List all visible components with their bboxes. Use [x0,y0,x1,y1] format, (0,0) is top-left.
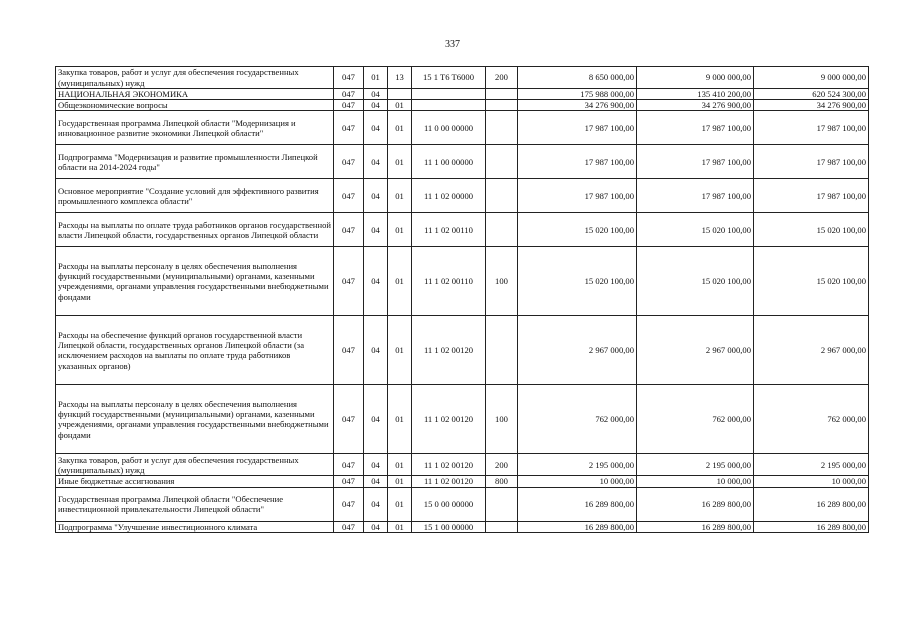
amount-year3-cell: 9 000 000,00 [754,67,869,89]
amount-year1-cell: 15 020 100,00 [518,213,637,247]
target-article-cell: 11 0 00 00000 [412,111,486,145]
target-article-cell: 11 1 02 00110 [412,247,486,316]
expense-type-cell [486,111,518,145]
amount-year3-cell: 17 987 100,00 [754,179,869,213]
table-row [56,67,869,89]
amount-year1-cell: 15 020 100,00 [518,247,637,316]
section-code-cell: 04 [364,521,388,532]
table-body [56,67,869,533]
table-row [56,385,869,454]
table-row [56,179,869,213]
section-code-cell: 04 [364,476,388,487]
target-article-cell [412,100,486,111]
expense-type-cell [486,179,518,213]
amount-year2-cell: 9 000 000,00 [637,67,754,89]
admin-code-cell: 047 [334,145,364,179]
admin-code-cell: 047 [334,179,364,213]
subsection-code-cell: 01 [388,145,412,179]
subsection-code-cell: 01 [388,213,412,247]
admin-code-cell: 047 [334,213,364,247]
table-row [56,247,869,316]
amount-year1-cell: 17 987 100,00 [518,179,637,213]
amount-year3-cell: 2 967 000,00 [754,316,869,385]
expense-type-cell [486,316,518,385]
expense-type-cell [486,89,518,100]
expense-type-cell [486,100,518,111]
row-name-cell: Иные бюджетные ассигнования [56,476,334,487]
admin-code-cell: 047 [334,385,364,454]
section-code-cell: 04 [364,316,388,385]
section-code-cell: 04 [364,111,388,145]
amount-year1-cell: 8 650 000,00 [518,67,637,89]
admin-code-cell: 047 [334,247,364,316]
amount-year3-cell: 15 020 100,00 [754,247,869,316]
table-row [56,521,869,532]
row-name-cell: Расходы на выплаты персоналу в целях обеспечения выполнения функций государственными (муниципальными) органами, казенными учреждениями, органами управления государственными внебюджетными фондами [56,385,334,454]
amount-year2-cell: 10 000,00 [637,476,754,487]
table-row [56,145,869,179]
amount-year1-cell: 34 276 900,00 [518,100,637,111]
amount-year1-cell: 175 988 000,00 [518,89,637,100]
section-code-cell: 04 [364,89,388,100]
admin-code-cell: 047 [334,89,364,100]
row-name-cell: Расходы на обеспечение функций органов государственной власти Липецкой области, государственных органов Липецкой области (за исключением расходов на выплаты по оплате труда работников указанных органов) [56,316,334,385]
subsection-code-cell: 01 [388,521,412,532]
row-name-cell: Государственная программа Липецкой области "Обеспечение инвестиционной привлекательности Липецкой области" [56,487,334,521]
admin-code-cell: 047 [334,100,364,111]
subsection-code-cell: 13 [388,67,412,89]
section-code-cell: 04 [364,247,388,316]
amount-year3-cell: 620 524 300,00 [754,89,869,100]
admin-code-cell: 047 [334,454,364,476]
amount-year2-cell: 17 987 100,00 [637,145,754,179]
table-row [56,111,869,145]
amount-year1-cell: 17 987 100,00 [518,145,637,179]
row-name-cell: Закупка товаров, работ и услуг для обеспечения государственных (муниципальных) нужд [56,67,334,89]
expense-type-cell: 800 [486,476,518,487]
amount-year1-cell: 2 195 000,00 [518,454,637,476]
amount-year3-cell: 17 987 100,00 [754,111,869,145]
amount-year2-cell: 16 289 800,00 [637,521,754,532]
row-name-cell: НАЦИОНАЛЬНАЯ ЭКОНОМИКА [56,89,334,100]
section-code-cell: 04 [364,100,388,111]
subsection-code-cell: 01 [388,476,412,487]
expense-type-cell [486,521,518,532]
subsection-code-cell: 01 [388,454,412,476]
target-article-cell: 11 1 02 00000 [412,179,486,213]
amount-year1-cell: 17 987 100,00 [518,111,637,145]
target-article-cell: 11 1 02 00120 [412,454,486,476]
amount-year3-cell: 34 276 900,00 [754,100,869,111]
amount-year3-cell: 16 289 800,00 [754,521,869,532]
amount-year1-cell: 16 289 800,00 [518,487,637,521]
amount-year3-cell: 15 020 100,00 [754,213,869,247]
amount-year3-cell: 762 000,00 [754,385,869,454]
amount-year1-cell: 10 000,00 [518,476,637,487]
subsection-code-cell: 01 [388,100,412,111]
subsection-code-cell: 01 [388,487,412,521]
expense-type-cell: 100 [486,385,518,454]
admin-code-cell: 047 [334,521,364,532]
admin-code-cell: 047 [334,67,364,89]
target-article-cell: 11 1 02 00120 [412,385,486,454]
target-article-cell: 11 1 00 00000 [412,145,486,179]
amount-year2-cell: 34 276 900,00 [637,100,754,111]
admin-code-cell: 047 [334,487,364,521]
section-code-cell: 04 [364,213,388,247]
amount-year1-cell: 16 289 800,00 [518,521,637,532]
expense-type-cell: 200 [486,67,518,89]
expense-type-cell [486,213,518,247]
expense-type-cell: 100 [486,247,518,316]
target-article-cell: 15 1 00 00000 [412,521,486,532]
amount-year1-cell: 762 000,00 [518,385,637,454]
target-article-cell: 11 1 02 00120 [412,316,486,385]
row-name-cell: Подпрограмма "Модернизация и развитие промышленности Липецкой области на 2014-2024 годы" [56,145,334,179]
table-row [56,100,869,111]
table-row [56,476,869,487]
target-article-cell: 15 0 00 00000 [412,487,486,521]
row-name-cell: Расходы на выплаты по оплате труда работников органов государственной власти Липецкой области, государственных органов Липецкой области [56,213,334,247]
amount-year3-cell: 2 195 000,00 [754,454,869,476]
subsection-code-cell: 01 [388,111,412,145]
amount-year3-cell: 16 289 800,00 [754,487,869,521]
amount-year2-cell: 15 020 100,00 [637,247,754,316]
row-name-cell: Закупка товаров, работ и услуг для обеспечения государственных (муниципальных) нужд [56,454,334,476]
admin-code-cell: 047 [334,111,364,145]
section-code-cell: 04 [364,454,388,476]
section-code-cell: 01 [364,67,388,89]
table-row [56,487,869,521]
amount-year2-cell: 17 987 100,00 [637,111,754,145]
row-name-cell: Государственная программа Липецкой области "Модернизация и инновационное развитие экономики Липецкой области" [56,111,334,145]
table-row [56,454,869,476]
target-article-cell: 11 1 02 00120 [412,476,486,487]
amount-year2-cell: 17 987 100,00 [637,179,754,213]
amount-year1-cell: 2 967 000,00 [518,316,637,385]
admin-code-cell: 047 [334,316,364,385]
admin-code-cell: 047 [334,476,364,487]
row-name-cell: Подпрограмма "Улучшение инвестиционного климата [56,521,334,532]
subsection-code-cell: 01 [388,179,412,213]
amount-year2-cell: 2 967 000,00 [637,316,754,385]
row-name-cell: Общеэкономические вопросы [56,100,334,111]
subsection-code-cell: 01 [388,247,412,316]
section-code-cell: 04 [364,385,388,454]
section-code-cell: 04 [364,179,388,213]
row-name-cell: Основное мероприятие "Создание условий для эффективного развития промышленного комплекса области" [56,179,334,213]
subsection-code-cell: 01 [388,385,412,454]
table-row [56,213,869,247]
amount-year2-cell: 15 020 100,00 [637,213,754,247]
amount-year2-cell: 762 000,00 [637,385,754,454]
section-code-cell: 04 [364,145,388,179]
subsection-code-cell [388,89,412,100]
target-article-cell: 15 1 T6 T6000 [412,67,486,89]
page-number: 337 [445,39,460,50]
target-article-cell [412,89,486,100]
amount-year2-cell: 16 289 800,00 [637,487,754,521]
subsection-code-cell: 01 [388,316,412,385]
table-row [56,89,869,100]
row-name-cell: Расходы на выплаты персоналу в целях обеспечения выполнения функций государственными (муниципальными) органами, казенными учреждениями, органами управления государственными внебюджетными фондами [56,247,334,316]
amount-year2-cell: 135 410 200,00 [637,89,754,100]
amount-year3-cell: 10 000,00 [754,476,869,487]
budget-table [55,66,869,533]
expense-type-cell [486,487,518,521]
section-code-cell: 04 [364,487,388,521]
target-article-cell: 11 1 02 00110 [412,213,486,247]
table-row [56,316,869,385]
amount-year2-cell: 2 195 000,00 [637,454,754,476]
expense-type-cell [486,145,518,179]
amount-year3-cell: 17 987 100,00 [754,145,869,179]
expense-type-cell: 200 [486,454,518,476]
